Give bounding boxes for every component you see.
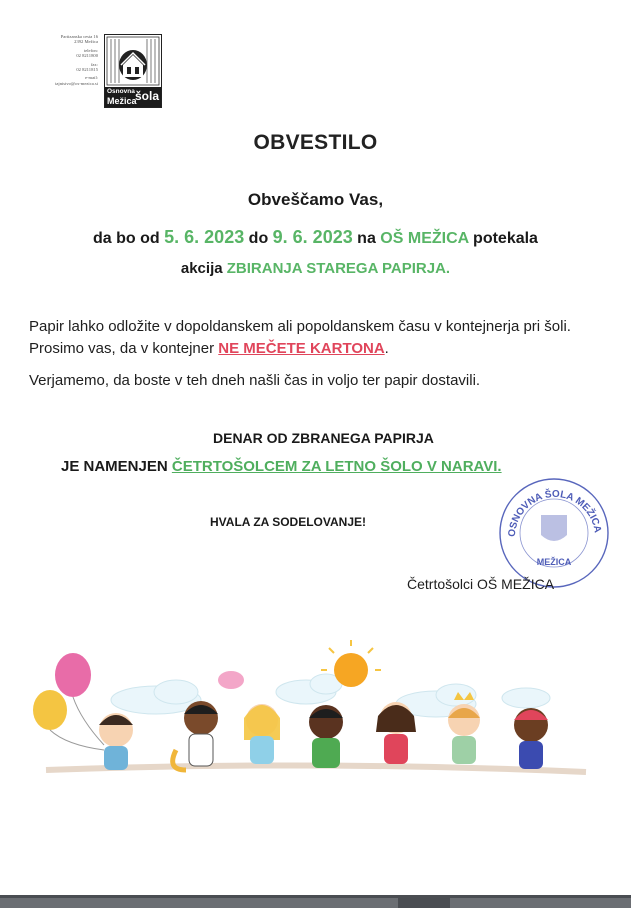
school-address [28, 34, 98, 86]
school-logo [104, 34, 162, 108]
signature: Četrtošolci OŠ MEŽICA [407, 576, 555, 592]
logo-text: Mežica [107, 96, 137, 106]
paragraph-collection-info [29, 316, 599, 360]
address-line: e-mail: [84, 75, 98, 81]
text: do [244, 230, 273, 247]
bottom-bar [0, 895, 631, 908]
balloon-icon [55, 653, 91, 697]
scrollbar-track [450, 898, 631, 908]
text: da bo od [93, 230, 165, 247]
text: na [352, 230, 381, 247]
text: akcija [180, 260, 227, 277]
address-line: 02 8211815 [76, 67, 98, 73]
address-line: fax: [90, 61, 98, 67]
address-line: 02 8211800 [76, 53, 98, 59]
sun-icon [334, 653, 368, 687]
date-from: 5. 6. 2023 [164, 227, 245, 247]
announcement-line-2 [0, 260, 631, 277]
text: Papir lahko odložite v dopoldanskem ali popoldanskem času v kontejnerja pri šoli. Prosimo vas, da v kontejner [29, 318, 571, 357]
text: JE NAMENJEN [61, 458, 172, 475]
flying-pig-icon [218, 671, 244, 689]
school-stamp [497, 477, 611, 589]
school-name: OŠ MEŽICA [380, 230, 469, 247]
date-to: 9. 6. 2023 [272, 227, 353, 247]
money-line-2 [61, 458, 502, 475]
balloon-icon [33, 690, 67, 730]
money-line-1: DENAR OD ZBRANEGA PAPIRJA [213, 430, 434, 446]
children-illustration [26, 600, 606, 810]
document-title: OBVESTILO [253, 131, 378, 154]
warning-text: NE MEČETE KARTONA [218, 340, 385, 357]
address-line: 2392 Mežica [74, 39, 98, 45]
stamp-bottom-text: MEŽICA [536, 557, 572, 567]
address-line: telefon: [83, 47, 98, 53]
text: . [384, 340, 389, 357]
thanks-text: HVALA ZA SODELOVANJE! [210, 515, 367, 529]
greeting: Obveščamo Vas, [247, 190, 384, 209]
scrollbar-track [0, 898, 398, 908]
action-name: ZBIRANJA STAREGA PAPIRJA. [226, 260, 451, 277]
logo-text: šola [134, 89, 159, 103]
school-building-icon [105, 35, 161, 87]
money-purpose: ČETRTOŠOLCEM ZA LETNO ŠOLO V NARAVI. [171, 458, 502, 475]
stamp-ring-text: OSNOVNA ŠOLA MEŽICA [506, 488, 603, 538]
address-line: Partizanska cesta 16 [60, 34, 98, 39]
address-line: tajnistvo@os-mezica.si [55, 80, 98, 86]
logo-text: Osnovna [107, 88, 135, 95]
crest-icon [541, 515, 567, 541]
text: potekala [468, 230, 538, 247]
announcement-line-1 [0, 227, 631, 248]
paragraph-thanks: Verjamemo, da boste v teh dneh našli čas in voljo ter papir dostavili. [29, 372, 481, 389]
